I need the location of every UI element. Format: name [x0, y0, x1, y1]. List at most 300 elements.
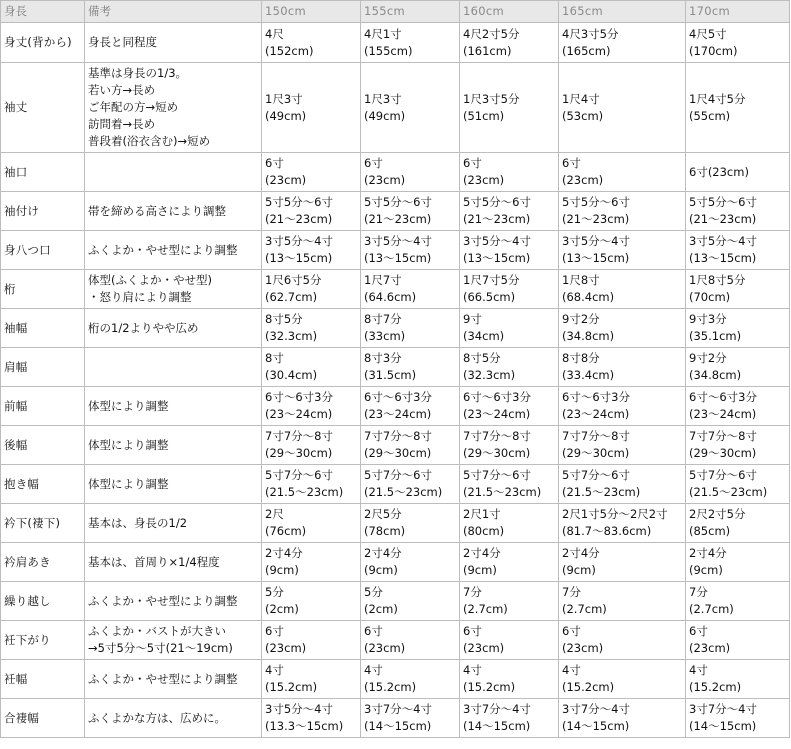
size-value-line: 7寸7分～8寸	[364, 429, 432, 443]
size-value-line: 6寸	[265, 156, 284, 170]
size-value-line: (62.7cm)	[265, 290, 318, 304]
row-label: 袖幅	[1, 309, 85, 348]
note-line: 桁の1/2よりやや広め	[88, 320, 199, 335]
size-value-line: 2寸4分	[364, 546, 402, 560]
size-value-cell	[262, 387, 361, 426]
row-label: 肩幅	[1, 348, 85, 387]
row-note	[85, 348, 262, 387]
header-row	[1, 1, 790, 23]
size-value-line: 6寸	[562, 156, 581, 170]
size-value-line: 1尺4寸5分	[689, 91, 746, 106]
note-line: ふくよか・やせ型により調整	[88, 242, 238, 257]
size-value-line: 6寸	[689, 624, 708, 638]
note-line: 基準は身長の1/3。	[88, 66, 188, 80]
size-value-line: 7寸7分～8寸	[562, 429, 630, 443]
size-value-cell	[460, 348, 559, 387]
size-value-line: 4寸	[463, 663, 482, 677]
size-value-cell	[361, 23, 460, 63]
size-value-line: (68.4cm)	[562, 290, 615, 304]
size-value-cell	[559, 270, 686, 309]
row-note	[85, 153, 262, 192]
header-size-170: 170cm	[686, 1, 790, 23]
size-value-line: (51cm)	[463, 108, 505, 123]
size-value-line: 2尺1寸	[463, 507, 501, 521]
row-note	[85, 543, 262, 582]
note-line: 基本は、首周り×1/4程度	[88, 554, 220, 569]
row-label: 抱き幅	[1, 465, 85, 504]
size-value-line: (21～23cm)	[364, 212, 432, 226]
size-value-line: (15.2cm)	[364, 680, 417, 694]
size-value-line: (23cm)	[463, 173, 505, 187]
size-value-line: 4尺5寸	[689, 26, 727, 41]
size-value-line: 7寸7分～8寸	[265, 429, 333, 443]
size-value-line: 3寸7分～4寸	[463, 702, 531, 716]
size-value-line: 6寸～6寸3分	[265, 390, 333, 404]
size-value-cell	[460, 426, 559, 465]
size-value-cell	[460, 192, 559, 231]
row-label: 身丈(背から)	[1, 23, 85, 63]
size-value-line: (15.2cm)	[463, 680, 516, 694]
size-value-line: (14～15cm)	[364, 719, 432, 733]
size-value-line: 8寸8分	[562, 351, 600, 365]
size-value-cell	[559, 660, 686, 699]
size-value-line: 1尺8寸5分	[689, 273, 746, 287]
size-value-line: (32.3cm)	[265, 329, 318, 343]
size-value-cell	[361, 465, 460, 504]
size-value-cell	[460, 63, 559, 153]
row-label: 身八つ口	[1, 231, 85, 270]
size-value-cell	[559, 348, 686, 387]
size-value-line: (9cm)	[562, 563, 596, 577]
row-note	[85, 23, 262, 63]
row-note	[85, 270, 262, 309]
size-value-cell	[559, 699, 686, 738]
size-value-line: (21～23cm)	[689, 212, 757, 226]
size-value-cell	[262, 621, 361, 660]
row-note	[85, 426, 262, 465]
note-line: ご年配の方→短め	[88, 100, 179, 114]
size-value-cell	[262, 699, 361, 738]
table-row	[1, 192, 790, 231]
size-value-line: 3寸5分～4寸	[364, 234, 432, 248]
size-value-cell	[460, 387, 559, 426]
size-value-line: 1尺3寸5分	[463, 91, 520, 106]
size-value-line: 4尺1寸	[364, 26, 402, 41]
header-size-150: 150cm	[262, 1, 361, 23]
size-value-line: (23～24cm)	[463, 407, 531, 421]
size-value-line: (9cm)	[364, 563, 398, 577]
table-row	[1, 426, 790, 465]
size-value-line: 6寸	[562, 624, 581, 638]
size-value-cell	[460, 231, 559, 270]
header-size-155: 155cm	[361, 1, 460, 23]
size-value-line: 6寸	[364, 156, 383, 170]
size-value-line: 9寸3分	[689, 312, 727, 326]
size-value-line: (13～15cm)	[265, 251, 333, 265]
note-line: ふくよか・バストが大きい	[88, 624, 226, 638]
size-value-line: 7分	[463, 585, 482, 599]
size-value-cell	[262, 660, 361, 699]
size-value-cell	[686, 153, 790, 192]
row-label: 合褄幅	[1, 699, 85, 738]
size-value-line: 1尺7寸5分	[463, 273, 520, 287]
table-row	[1, 621, 790, 660]
row-label: 衿肩あき	[1, 543, 85, 582]
size-value-line: 6寸～6寸3分	[463, 390, 531, 404]
size-value-cell	[686, 23, 790, 63]
size-value-line: 9寸	[463, 312, 482, 326]
size-value-cell	[559, 621, 686, 660]
size-value-line: 6寸～6寸3分	[364, 390, 432, 404]
size-value-cell	[262, 192, 361, 231]
row-note	[85, 309, 262, 348]
size-value-cell	[686, 621, 790, 660]
size-value-line: (2.7cm)	[463, 602, 508, 616]
note-line: 体型により調整	[88, 437, 169, 452]
size-value-line: 6寸	[463, 156, 482, 170]
size-value-cell	[262, 23, 361, 63]
size-value-line: 5分	[364, 585, 383, 599]
size-value-cell	[686, 348, 790, 387]
row-label: 後幅	[1, 426, 85, 465]
size-value-line: 5寸7分～6寸	[463, 468, 531, 482]
size-value-line: 8寸3分	[364, 351, 402, 365]
size-value-line: (23cm)	[265, 173, 307, 187]
table-row	[1, 153, 790, 192]
size-value-cell	[559, 465, 686, 504]
size-value-cell	[361, 153, 460, 192]
size-value-line: (29～30cm)	[364, 446, 432, 460]
size-value-line: (49cm)	[265, 108, 307, 123]
size-value-cell	[361, 387, 460, 426]
size-value-line: 5分	[265, 585, 284, 599]
size-value-cell	[686, 63, 790, 153]
row-label: 袖口	[1, 153, 85, 192]
table-row	[1, 582, 790, 621]
size-value-line: 2寸4分	[689, 546, 727, 560]
size-value-cell	[361, 660, 460, 699]
size-value-line: 3寸7分～4寸	[689, 702, 757, 716]
size-value-line: (23cm)	[562, 641, 604, 655]
size-value-cell	[361, 582, 460, 621]
size-value-line: 6寸～6寸3分	[562, 390, 630, 404]
size-value-cell	[686, 504, 790, 543]
size-value-line: (21.5～23cm)	[689, 485, 768, 499]
row-note	[85, 63, 262, 153]
row-label: 衽下がり	[1, 621, 85, 660]
size-value-cell	[262, 543, 361, 582]
size-value-line: (85cm)	[689, 524, 731, 538]
row-label: 袖丈	[1, 63, 85, 153]
size-value-cell	[361, 504, 460, 543]
size-value-line: (29～30cm)	[265, 446, 333, 460]
size-value-line: (34.8cm)	[689, 368, 742, 382]
size-value-cell	[686, 231, 790, 270]
table-row	[1, 660, 790, 699]
table-row	[1, 504, 790, 543]
size-value-line: 4尺2寸5分	[463, 26, 520, 41]
size-value-line: 7寸7分～8寸	[463, 429, 531, 443]
size-value-cell	[686, 543, 790, 582]
size-value-line: (23cm)	[265, 641, 307, 655]
size-value-line: (23～24cm)	[265, 407, 333, 421]
row-note	[85, 504, 262, 543]
size-value-cell	[460, 309, 559, 348]
size-value-line: 7分	[689, 585, 708, 599]
size-value-line: (2.7cm)	[562, 602, 607, 616]
size-value-line: (66.5cm)	[463, 290, 516, 304]
size-value-cell	[361, 426, 460, 465]
row-note	[85, 699, 262, 738]
size-value-line: 3寸5分～4寸	[562, 234, 630, 248]
size-value-line: (9cm)	[689, 563, 723, 577]
size-value-line: 5寸7分～6寸	[265, 468, 333, 482]
size-value-line: (23cm)	[364, 173, 406, 187]
size-value-cell	[559, 543, 686, 582]
size-value-line: 5寸5分～6寸	[562, 195, 630, 209]
size-value-line: 6寸～6寸3分	[689, 390, 757, 404]
row-note	[85, 465, 262, 504]
size-value-line: 1尺8寸	[562, 273, 600, 287]
header-size-165: 165cm	[559, 1, 686, 23]
size-value-line: 4尺3寸5分	[562, 26, 619, 41]
size-value-line: 8寸5分	[265, 312, 303, 326]
size-value-line: (21.5～23cm)	[265, 485, 344, 499]
table-row	[1, 348, 790, 387]
row-note	[85, 621, 262, 660]
size-value-line: (21.5～23cm)	[364, 485, 443, 499]
size-value-line: (13～15cm)	[364, 251, 432, 265]
size-value-cell	[262, 153, 361, 192]
size-value-cell	[686, 426, 790, 465]
size-value-line: 3寸5分～4寸	[265, 234, 333, 248]
size-value-line: (21～23cm)	[562, 212, 630, 226]
size-value-cell	[460, 465, 559, 504]
table-row	[1, 387, 790, 426]
header-item: 身長	[1, 1, 85, 23]
size-value-cell	[361, 543, 460, 582]
size-value-line: 1尺7寸	[364, 273, 402, 287]
size-value-line: (34cm)	[463, 329, 505, 343]
size-value-cell	[559, 192, 686, 231]
size-value-line: (35.1cm)	[689, 329, 742, 343]
row-label: 繰り越し	[1, 582, 85, 621]
size-value-cell	[686, 660, 790, 699]
size-value-line: 1尺6寸5分	[265, 273, 322, 287]
size-value-line: 9寸2分	[689, 351, 727, 365]
size-value-cell	[262, 348, 361, 387]
note-line: →5寸5分～5寸(21～19cm)	[88, 641, 233, 655]
row-label: 衽幅	[1, 660, 85, 699]
table-row	[1, 23, 790, 63]
table-header	[1, 1, 790, 23]
row-note	[85, 387, 262, 426]
table-row	[1, 543, 790, 582]
size-value-line: (49cm)	[364, 108, 406, 123]
size-value-line: (21.5～23cm)	[463, 485, 542, 499]
note-line: 普段着(浴衣含む)→短め	[88, 134, 211, 148]
size-value-line: (76cm)	[265, 524, 307, 538]
size-value-cell	[361, 270, 460, 309]
size-value-line: (21.5～23cm)	[562, 485, 641, 499]
note-line: ふくよかな方は、広めに。	[88, 710, 226, 725]
size-value-line: (15.2cm)	[265, 680, 318, 694]
size-value-line: 4寸	[562, 663, 581, 677]
size-value-cell	[460, 621, 559, 660]
size-value-line: 2尺2寸5分	[689, 507, 746, 521]
size-value-line: (13～15cm)	[562, 251, 630, 265]
size-value-line: (170cm)	[689, 43, 738, 58]
size-value-line: (15.2cm)	[689, 680, 742, 694]
size-value-line: 4寸	[364, 663, 383, 677]
size-value-line: (81.7～83.6cm)	[562, 524, 652, 538]
size-value-line: 6寸	[265, 624, 284, 638]
note-line: 基本は、身長の1/2	[88, 515, 188, 530]
size-value-cell	[686, 270, 790, 309]
size-value-cell	[262, 63, 361, 153]
size-value-line: 8寸	[265, 351, 284, 365]
size-value-line: 3寸5分～4寸	[463, 234, 531, 248]
size-value-line: (23cm)	[364, 641, 406, 655]
size-value-cell	[559, 426, 686, 465]
table-row	[1, 231, 790, 270]
size-value-line: (64.6cm)	[364, 290, 417, 304]
size-value-cell	[262, 270, 361, 309]
size-value-cell	[559, 582, 686, 621]
table-row	[1, 465, 790, 504]
note-line: ・怒り肩により調整	[88, 290, 192, 304]
size-value-line: (32.3cm)	[463, 368, 516, 382]
size-value-cell	[559, 231, 686, 270]
size-value-cell	[262, 231, 361, 270]
size-value-line: (23～24cm)	[364, 407, 432, 421]
row-note	[85, 660, 262, 699]
note-line: 帯を締める高さにより調整	[88, 203, 226, 218]
size-value-line: (78cm)	[364, 524, 406, 538]
note-line: 体型(ふくよか・やせ型)	[88, 273, 212, 287]
size-value-line: (33cm)	[364, 329, 406, 343]
size-value-cell	[686, 465, 790, 504]
size-value-line: 7寸7分～8寸	[689, 429, 757, 443]
size-value-cell	[262, 426, 361, 465]
size-value-cell	[361, 192, 460, 231]
note-line: 若い方→長め	[88, 83, 156, 97]
size-value-cell	[559, 309, 686, 348]
size-value-line: (2cm)	[364, 602, 398, 616]
size-value-cell	[262, 504, 361, 543]
size-value-line: 2寸4分	[562, 546, 600, 560]
note-line: ふくよか・やせ型により調整	[88, 593, 238, 608]
size-value-line: 3寸5分～4寸	[265, 702, 333, 716]
size-value-line: (70cm)	[689, 290, 731, 304]
size-value-cell	[559, 23, 686, 63]
size-value-line: 5寸5分～6寸	[265, 195, 333, 209]
size-value-cell	[686, 582, 790, 621]
size-value-cell	[686, 387, 790, 426]
size-value-line: (9cm)	[463, 563, 497, 577]
row-label: 前幅	[1, 387, 85, 426]
size-value-cell	[460, 23, 559, 63]
size-value-cell	[559, 63, 686, 153]
size-value-line: (23～24cm)	[689, 407, 757, 421]
size-value-cell	[460, 582, 559, 621]
size-value-line: (2cm)	[265, 602, 299, 616]
size-value-cell	[460, 543, 559, 582]
size-value-line: (29～30cm)	[562, 446, 630, 460]
size-value-line: (2.7cm)	[689, 602, 734, 616]
row-note	[85, 582, 262, 621]
size-value-line: (23cm)	[463, 641, 505, 655]
size-value-line: (34.8cm)	[562, 329, 615, 343]
size-value-cell	[361, 231, 460, 270]
size-value-line: 8寸7分	[364, 312, 402, 326]
size-value-line: 8寸5分	[463, 351, 501, 365]
size-value-line: 5寸7分～6寸	[562, 468, 630, 482]
size-value-line: 7分	[562, 585, 581, 599]
size-value-cell	[361, 621, 460, 660]
size-value-line: (14～15cm)	[463, 719, 531, 733]
size-value-line: 4寸	[265, 663, 284, 677]
size-value-line: (30.4cm)	[265, 368, 318, 382]
size-value-cell	[460, 504, 559, 543]
size-value-line: 2尺1寸5分～2尺2寸	[562, 507, 668, 521]
size-value-line: 2寸4分	[463, 546, 501, 560]
table-row	[1, 270, 790, 309]
size-value-line: (29～30cm)	[463, 446, 531, 460]
size-value-cell	[686, 309, 790, 348]
size-value-line: (165cm)	[562, 43, 611, 58]
size-value-line: 1尺4寸	[562, 91, 600, 106]
size-value-line: 6寸	[364, 624, 383, 638]
header-size-160: 160cm	[460, 1, 559, 23]
row-note	[85, 231, 262, 270]
size-value-line: (23cm)	[562, 173, 604, 187]
size-value-line: (13～15cm)	[689, 251, 757, 265]
size-value-line: (9cm)	[265, 563, 299, 577]
size-value-line: 2尺5分	[364, 507, 402, 521]
size-value-cell	[559, 153, 686, 192]
size-value-line: (13～15cm)	[463, 251, 531, 265]
size-value-line: (14～15cm)	[562, 719, 630, 733]
size-value-line: 2寸4分	[265, 546, 303, 560]
size-value-line: 5寸7分～6寸	[689, 468, 757, 482]
note-line: 身長と同程度	[88, 35, 157, 49]
size-value-line: 2尺	[265, 507, 284, 521]
size-value-line: 3寸5分～4寸	[689, 234, 757, 248]
size-value-line: 5寸5分～6寸	[689, 195, 757, 209]
size-value-line: 5寸5分～6寸	[463, 195, 531, 209]
size-value-cell	[460, 270, 559, 309]
size-value-line: 5寸5分～6寸	[364, 195, 432, 209]
size-value-cell	[559, 387, 686, 426]
note-line: 体型により調整	[88, 398, 169, 413]
table-row	[1, 309, 790, 348]
size-value-line: 4寸	[689, 663, 708, 677]
size-value-line: (21～23cm)	[463, 212, 531, 226]
size-value-line: (29～30cm)	[689, 446, 757, 460]
size-value-line: (152cm)	[265, 43, 314, 58]
size-value-cell	[361, 348, 460, 387]
size-value-line: 1尺3寸	[364, 91, 402, 106]
size-value-line: 1尺3寸	[265, 91, 303, 106]
note-line: 体型により調整	[88, 476, 169, 491]
size-value-cell	[460, 153, 559, 192]
size-value-line: (13.3～15cm)	[265, 719, 344, 733]
size-value-cell	[361, 699, 460, 738]
size-value-line: 4尺	[265, 26, 284, 41]
row-note	[85, 192, 262, 231]
size-value-cell	[559, 504, 686, 543]
